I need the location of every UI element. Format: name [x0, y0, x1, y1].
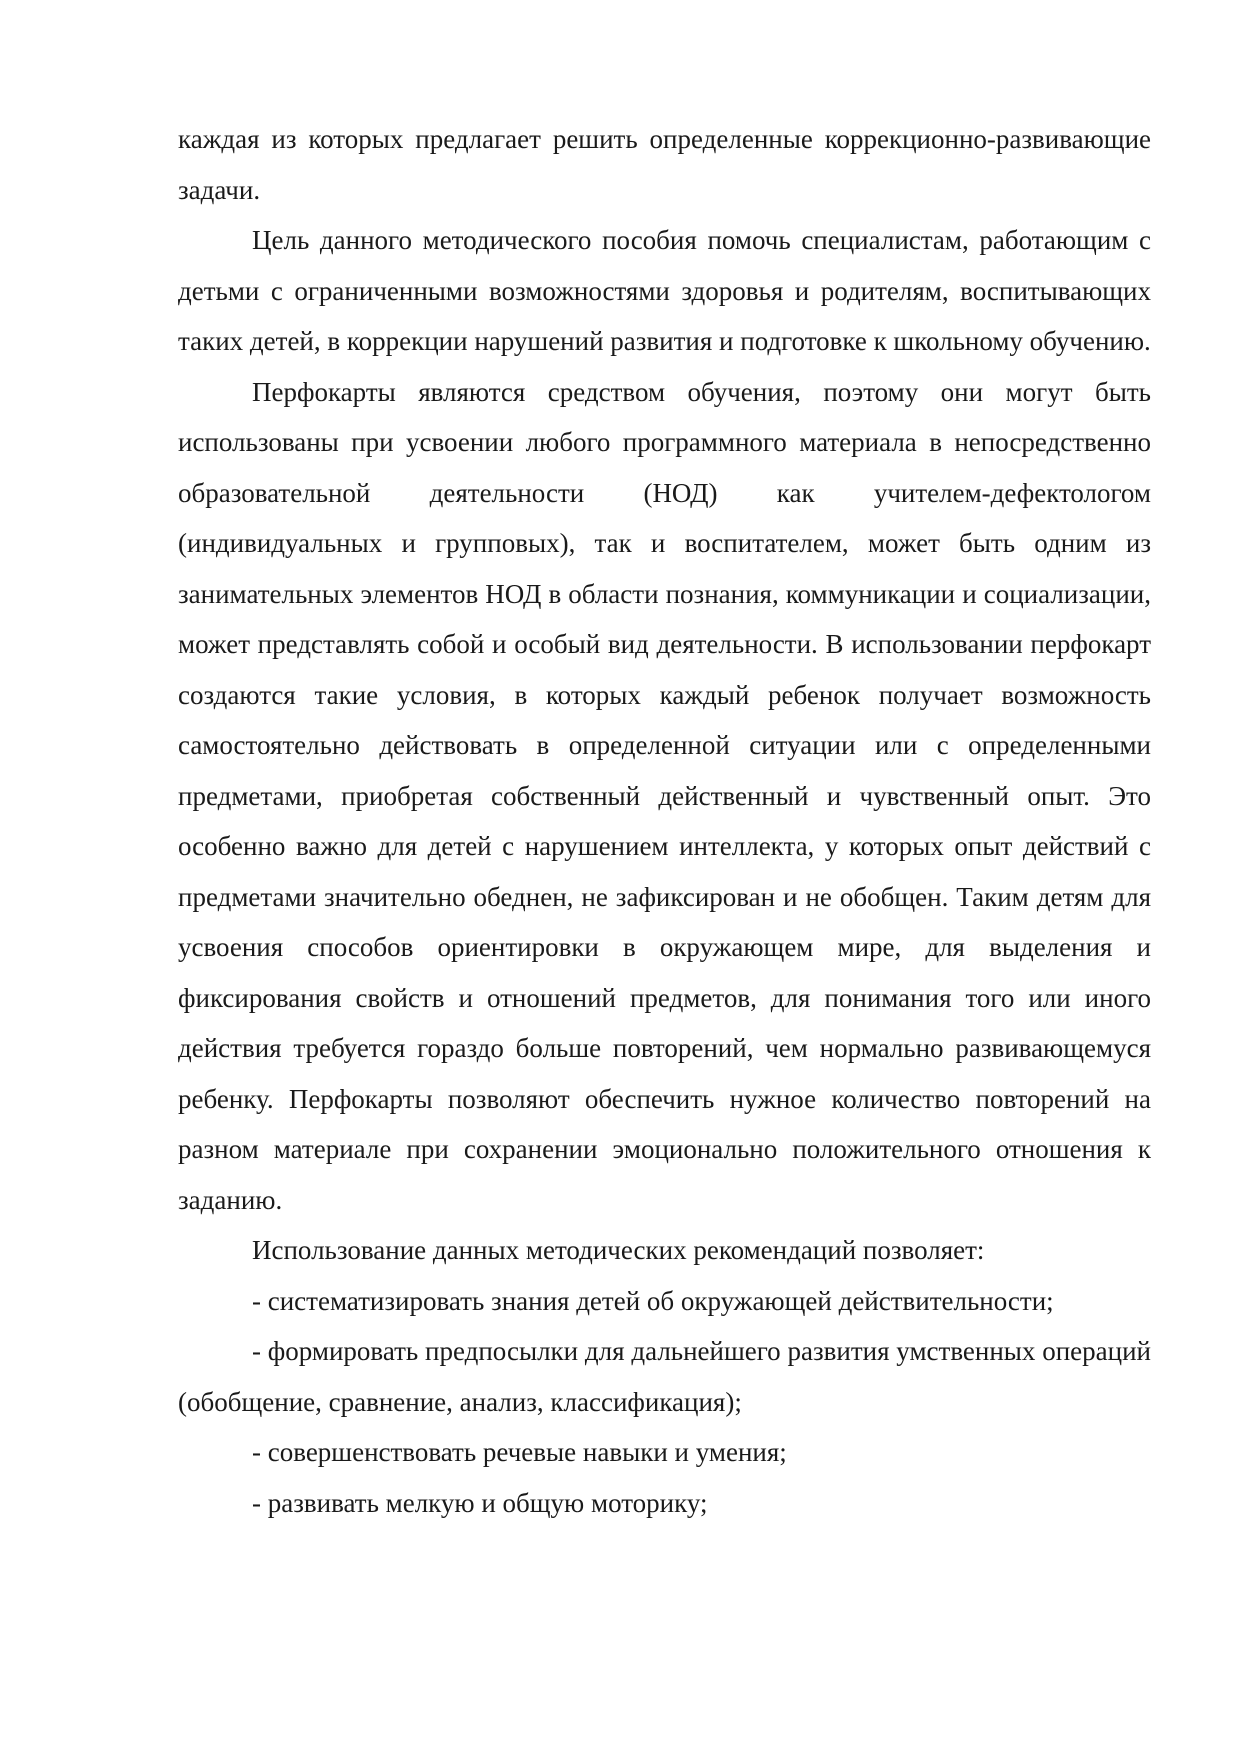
paragraph-continuation: каждая из которых предлагает решить определенные коррекционно-развивающие задачи. [178, 124, 1151, 205]
list-item-motor-skills: - развивать мелкую и общую моторику; [252, 1487, 708, 1518]
list-item-form-prerequisites: - формировать предпосылки для дальнейшего развития умственных операций (обобщение, сравнение, анализ, классификация); [178, 1336, 1151, 1417]
paragraph-goal: Цель данного методического пособия помочь специалистам, работающим с детьми с ограниченными возможностями здоровья и родителям, воспитывающих таких детей, в коррекции нарушений развития и подготовке к школьному обучению. [178, 225, 1151, 356]
list-item-speech-skills: - совершенствовать речевые навыки и умения; [252, 1437, 787, 1467]
document-body [178, 114, 1151, 1528]
list-item-systematize: - систематизировать знания детей об окружающей действительности; [252, 1285, 1054, 1316]
paragraph-punch-cards: Перфокарты являются средством обучения, поэтому они могут быть использованы при усвоении любого программного материала в непосредственно образовательной деятельности (НОД) как учителем-дефектологом (индивидуальных и групповых), так и воспитателем, может быть одним из занимательных элементов НОД в области познания, коммуникации и социализации, может представлять собой и особый вид деятельности. В использовании перфокарт создаются такие условия, в которых каждый ребенок получает возможность самостоятельно действовать в определенной ситуации или с определенными предметами, приобретая собственный действенный и чувственный опыт. Это особенно важно для детей с нарушением интеллекта, у которых опыт действий с предметами значительно обеднен, не зафиксирован и не обобщен. Таким детям для усвоения способов ориентировки в окружающем мире, для выделения и фиксирования свойств и отношений предметов, для понимания того или иного действия требуется гораздо больше повторений, чем нормально развивающемуся ребенку. Перфокарты позволяют обеспечить нужное количество повторений на разном материале при сохранении эмоционально положительного отношения к заданию. [178, 376, 1151, 1215]
paragraph-usage-intro: Использование данных методических рекомендаций позволяет: [252, 1235, 985, 1265]
